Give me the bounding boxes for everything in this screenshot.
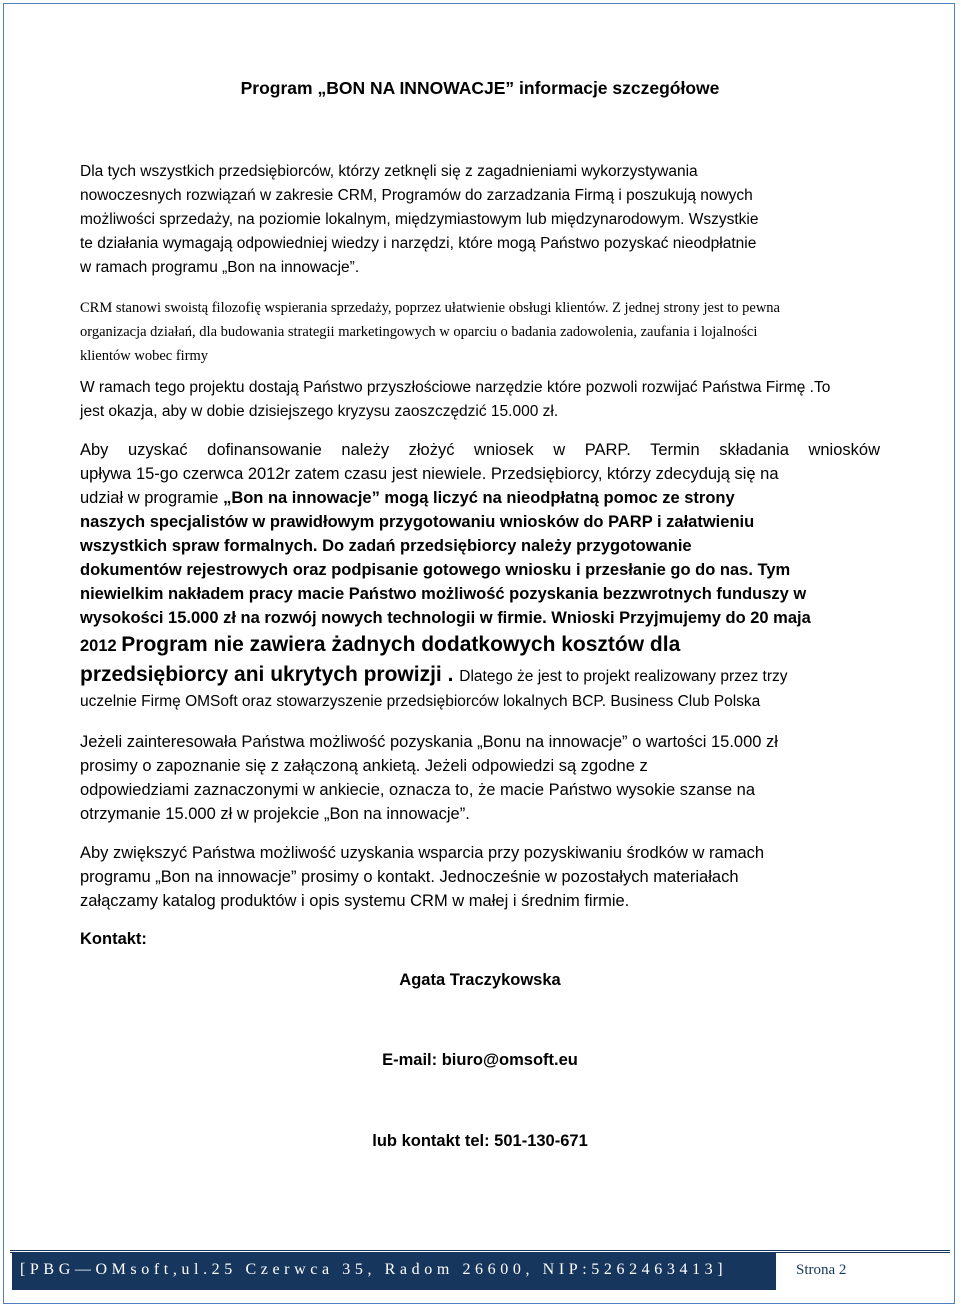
contact-label: Kontakt: bbox=[80, 930, 147, 948]
text-line: w ramach programu „Bon na innowacje”. bbox=[80, 259, 360, 276]
text-span-large: Program nie zawiera żadnych dodatkowych kosztów dla bbox=[121, 633, 681, 656]
text-line: klientów wobec firmy bbox=[80, 348, 209, 364]
text-line: wysokości 15.000 zł na rozwój nowych technologii w firmie. Wnioski Przyjmujemy do 20 maja bbox=[80, 609, 811, 627]
text-span-bold: 2012 bbox=[80, 637, 122, 655]
text-span: Dlatego że jest to projekt realizowany przez trzy bbox=[459, 668, 788, 685]
text-line: jest okazja, aby w dobie dzisiejszego kryzysu zaoszczędzić 15.000 zł. bbox=[80, 403, 559, 420]
text-line: otrzymanie 15.000 zł w projekcie „Bon na innowacje”. bbox=[80, 805, 470, 823]
text-line: te działania wymagają odpowiedniej wiedzy i narzędzi, które mogą Państwo pozyskać nieodpłatnie bbox=[80, 235, 757, 252]
text-line: możliwości sprzedaży, na poziomie lokalnym, międzymiastowym lub międzynarodowym. Wszystkie bbox=[80, 211, 759, 228]
text-line: upływa 15-go czerwca 2012r zatem czasu jest niewiele. Przedsiębiorcy, którzy zdecydują się na bbox=[80, 465, 779, 483]
contact-email[interactable]: E-mail: biuro@omsoft.eu bbox=[382, 1051, 578, 1069]
text-line bbox=[80, 630, 880, 660]
text-line: naszych specjalistów w prawidłowym przygotowaniu wniosków do PARP i załatwieniu bbox=[80, 513, 755, 531]
text-span-bold: „Bon na innowacje” mogą liczyć na nieodpłatną pomoc ze strony bbox=[223, 489, 735, 507]
contact-paragraph bbox=[80, 841, 880, 913]
text-line: programu „Bon na innowacje” prosimy o kontakt. Jednocześnie w pozostałych materiałach bbox=[80, 868, 739, 886]
funding-paragraph bbox=[80, 438, 880, 714]
page-title: Program „BON NA INNOWACJE” informacje szczegółowe bbox=[240, 78, 720, 98]
text-line: uczelnie Firmę OMSoft oraz stowarzyszenie przedsiębiorców lokalnych BCP. Business Club Polska bbox=[80, 693, 761, 710]
footer-address: [PBG—OMsoft,ul.25 Czerwca 35, Radom 26600, NIP:5262463413] bbox=[12, 1253, 776, 1290]
text-line bbox=[80, 486, 880, 510]
text-line: nowoczesnych rozwiązań w zakresie CRM, Programów do zarzadzania Firmą i poszukują nowych bbox=[80, 187, 753, 204]
text-line: załączamy katalog produktów i opis systemu CRM w małej i średnim firmie. bbox=[80, 892, 630, 910]
text-span: udział w programie bbox=[80, 489, 224, 507]
text-line: odpowiedziami zaznaczonymi w ankiecie, oznacza to, że macie Państwo wysokie szanse na bbox=[80, 781, 755, 799]
contact-phone: lub kontakt tel: 501-130-671 bbox=[372, 1132, 588, 1150]
crm-paragraph bbox=[80, 296, 880, 368]
interest-paragraph bbox=[80, 730, 880, 826]
text-line bbox=[80, 660, 880, 690]
project-paragraph bbox=[80, 376, 880, 424]
contact-name: Agata Traczykowska bbox=[399, 971, 561, 989]
text-line: organizacja działań, dla budowania strategii marketingowych w oparciu o badania zadowolenia, zaufania i lojalności bbox=[80, 324, 758, 340]
intro-paragraph bbox=[80, 160, 880, 280]
text-span-large: przedsiębiorcy ani ukrytych prowizji . bbox=[80, 663, 460, 686]
text-line: wszystkich spraw formalnych. Do zadań przedsiębiorcy należy przygotowanie bbox=[80, 537, 692, 555]
text-line: Dla tych wszystkich przedsiębiorców, którzy zetknęli się z zagadnieniami wykorzystywania bbox=[80, 163, 698, 180]
text-line: niewielkim nakładem pracy macie Państwo możliwość pozyskania bezzwrotnych funduszy w bbox=[80, 585, 807, 603]
text-line: Aby uzyskać dofinansowanie należy złożyć wniosek w PARP. Termin składania wniosków bbox=[80, 441, 880, 459]
text-line: CRM stanowi swoistą filozofię wspierania sprzedaży, poprzez ułatwienie obsługi klientów. Z jednej strony jest to pewna bbox=[80, 300, 780, 316]
text-line: Jeżeli zainteresowała Państwa możliwość pozyskania „Bonu na innowacje” o wartości 15.000 zł bbox=[80, 733, 778, 751]
text-line: W ramach tego projektu dostają Państwo przyszłościowe narzędzie które pozwoli rozwijać Państwa Firmę .To bbox=[80, 379, 831, 396]
page-number: Strona 2 bbox=[796, 1262, 847, 1278]
text-line: prosimy o zapoznanie się z załączoną ankietą. Jeżeli odpowiedzi są zgodne z bbox=[80, 757, 648, 775]
text-line: Aby zwiększyć Państwa możliwość uzyskania wsparcia przy pozyskiwaniu środków w ramach bbox=[80, 844, 765, 862]
text-line: dokumentów rejestrowych oraz podpisanie gotowego wniosku i przesłanie go do nas. Tym bbox=[80, 561, 791, 579]
